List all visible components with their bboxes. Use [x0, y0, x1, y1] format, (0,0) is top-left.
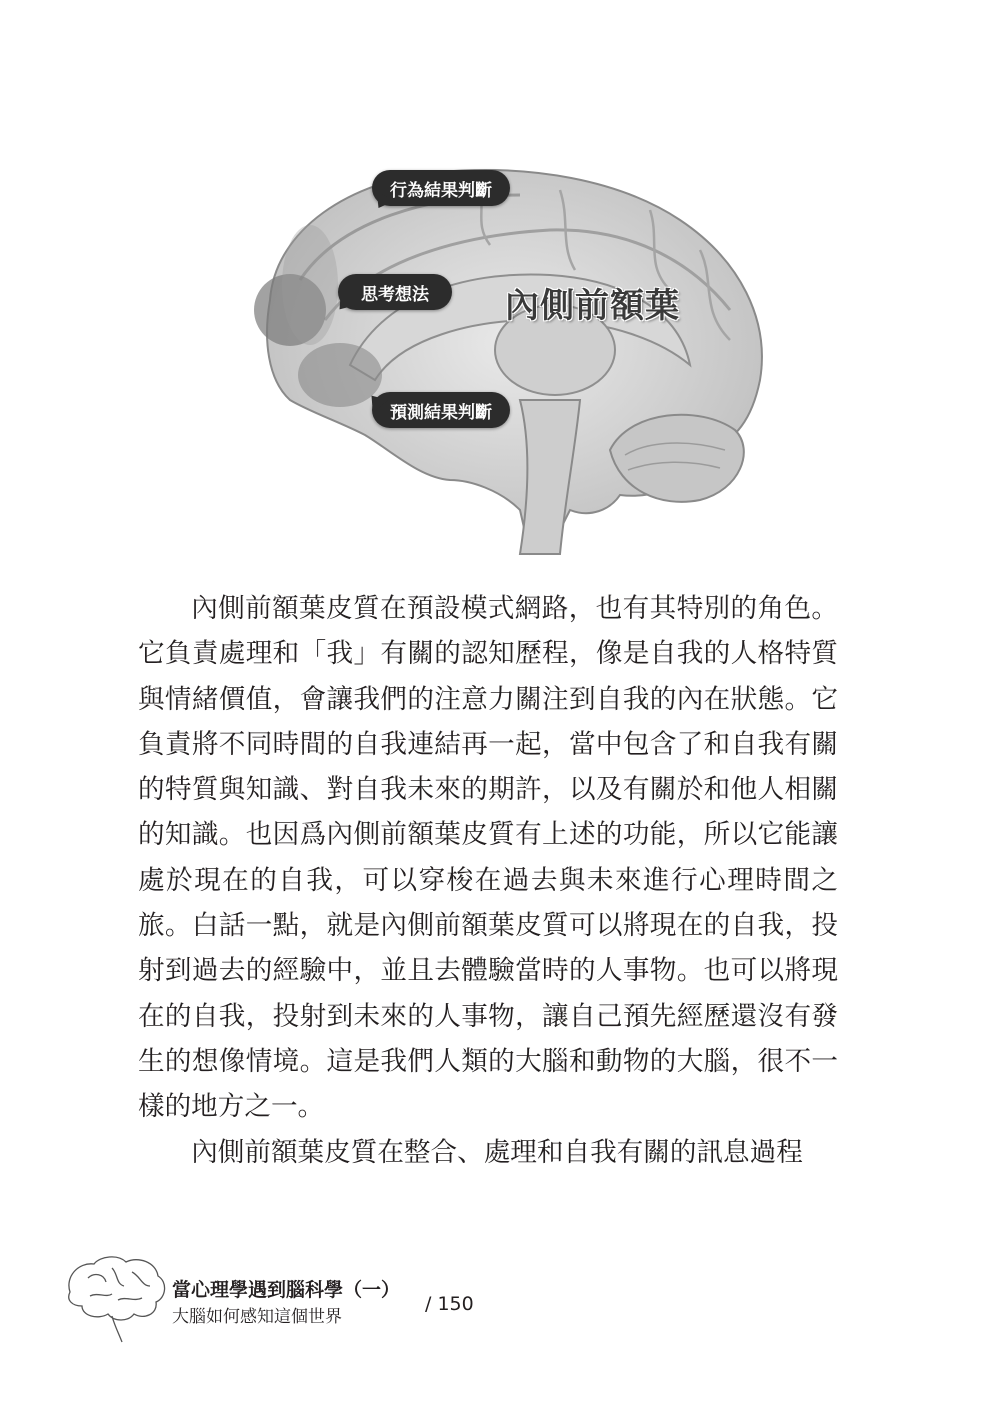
brain-illustration: [230, 150, 790, 570]
region-label-mpfc: 內側前額葉: [505, 286, 680, 326]
paragraph: 內側前額葉皮質在預設模式網路，也有其特別的角色。它負責處理和「我」有關的認知歷程，像是自我的人格特質與情緒價值，會讓我們的注意力關注到自我的內在狀態。它負責將不同時間的自我連結再一起，當中包含了和自我有關的特質與知識、對自我未來的期許，以及有關於和他人相關的知識。也因爲內側前額葉皮質有上述的功能，所以它能讓處於現在的自我，可以穿梭在過去與未來進行心理時間之旅。白話一點，就是內側前額葉皮質可以將現在的自我，投射到過去的經驗中，並且去體驗當時的人事物。也可以將現在的自我，投射到未來的人事物，讓自己預先經歷還沒有發生的想像情境。這是我們人類的大腦和動物的大腦，很不一樣的地方之一。: [138, 593, 838, 1123]
callout-prediction: [372, 392, 510, 428]
page-number: / 150: [425, 1293, 474, 1315]
paragraph: 內側前額葉皮質在整合、處理和自我有關的訊息過程: [191, 1136, 803, 1168]
book-subtitle: 大腦如何感知這個世界: [172, 1307, 342, 1327]
callout-behavior-label: 行為結果判斷: [390, 180, 492, 201]
mpfc-region-medial: [282, 225, 338, 345]
callout-prediction-label: 預測結果判斷: [390, 402, 492, 423]
callout-thinking-label: 思考想法: [361, 284, 429, 305]
brain-outline-icon: [60, 1252, 172, 1344]
brain-sagittal-drawing: [230, 150, 790, 570]
body-text: [138, 586, 838, 1175]
book-title: 當心理學遇到腦科學（一）: [172, 1279, 401, 1301]
